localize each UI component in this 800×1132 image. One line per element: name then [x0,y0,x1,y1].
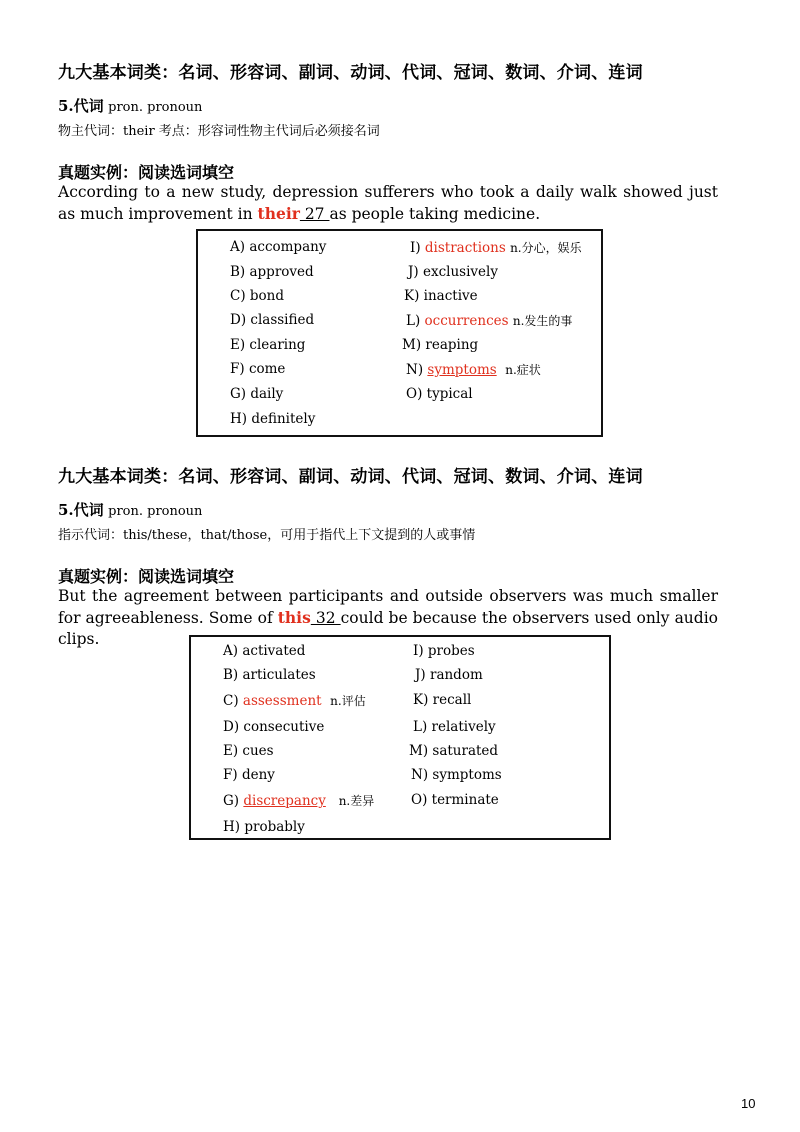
option-item: F) come [230,361,286,377]
section-title-number: 5.代词 [58,501,104,519]
passage-text-before: But the agreement between participants and outside observers was much smaller for agreeableness. Some of [58,587,718,627]
option-item: D) classified [230,312,315,328]
passage-keyword: this [277,608,311,627]
option-item: L) relatively [413,719,496,735]
option-item: E) clearing [230,337,306,353]
option-item-highlighted: G) discrepancy n.差异 [223,793,375,809]
option-item: E) cues [223,743,274,759]
option-item: K) inactive [404,288,478,304]
section-title-sub: pron. pronoun [108,100,203,115]
section-title [58,499,202,520]
option-gloss: n.发生的事 [512,314,573,328]
option-item: B) articulates [223,667,316,683]
example-title: 真题实例：阅读选词填空 [58,163,235,182]
option-item-highlighted: N) symptoms n.症状 [406,362,541,378]
section-heading: 九大基本词类：名词、形容词、副词、动词、代词、冠词、数词、介词、连词 [58,467,643,487]
option-item: M) saturated [409,743,499,759]
option-gloss: n.症状 [505,363,541,377]
option-item: J) exclusively [408,264,498,280]
option-item-highlighted: I) distractions n.分心，娱乐 [410,240,582,256]
passage-blank: 27 [299,205,330,223]
passage-keyword: their [257,204,300,223]
section-title [58,95,202,116]
option-gloss: n.差异 [338,794,375,808]
option-word-highlighted: assessment [242,693,322,709]
option-item: H) definitely [230,411,316,427]
option-item: D) consecutive [223,719,325,735]
option-item: A) accompany [230,239,327,255]
option-item: F) deny [223,767,275,783]
passage-text-before: According to a new study, depression sufferers who took a daily walk showed just as much improvement in [58,183,718,223]
section-heading: 九大基本词类：名词、形容词、副词、动词、代词、冠词、数词、介词、连词 [58,63,643,83]
option-item: H) probably [223,819,305,835]
section-title-number: 5.代词 [58,97,104,115]
word-bank-box [196,229,603,437]
option-item: B) approved [230,264,314,280]
option-word-highlighted: distractions [424,240,506,256]
option-item-highlighted: C) assessment n.评估 [223,693,366,709]
option-item: O) typical [406,386,473,402]
key-point-note: 指示代词：this/these，that/those，可用于指代上下文提到的人或事情 [58,528,476,543]
option-gloss: n.分心，娱乐 [510,241,582,255]
passage-blank: 32 [310,609,341,627]
word-bank-box [189,635,611,840]
page-number: 10 [741,1096,756,1111]
key-point-note: 物主代词：their 考点：形容词性物主代词后必须接名词 [58,124,380,139]
passage-text-after: as people taking medicine. [329,205,541,223]
option-item: A) activated [223,643,306,659]
option-item: C) bond [230,288,285,304]
option-word-highlighted: symptoms [427,362,497,378]
option-word-highlighted: occurrences [424,313,509,329]
option-item: J) random [415,667,483,683]
exam-passage [58,182,718,225]
option-item: M) reaping [402,337,479,353]
option-gloss: n.评估 [330,694,366,708]
option-word-highlighted: discrepancy [243,793,326,809]
option-item: G) daily [230,386,284,402]
option-item: O) terminate [411,792,499,808]
option-item: N) symptoms [411,767,502,783]
section-title-sub: pron. pronoun [108,504,203,519]
option-item-highlighted: L) occurrences n.发生的事 [406,313,573,329]
example-title: 真题实例：阅读选词填空 [58,567,235,586]
option-item: K) recall [413,692,472,708]
passage-text-after: could be because the observers used only audio clips. [58,609,718,648]
option-item: I) probes [413,643,475,659]
